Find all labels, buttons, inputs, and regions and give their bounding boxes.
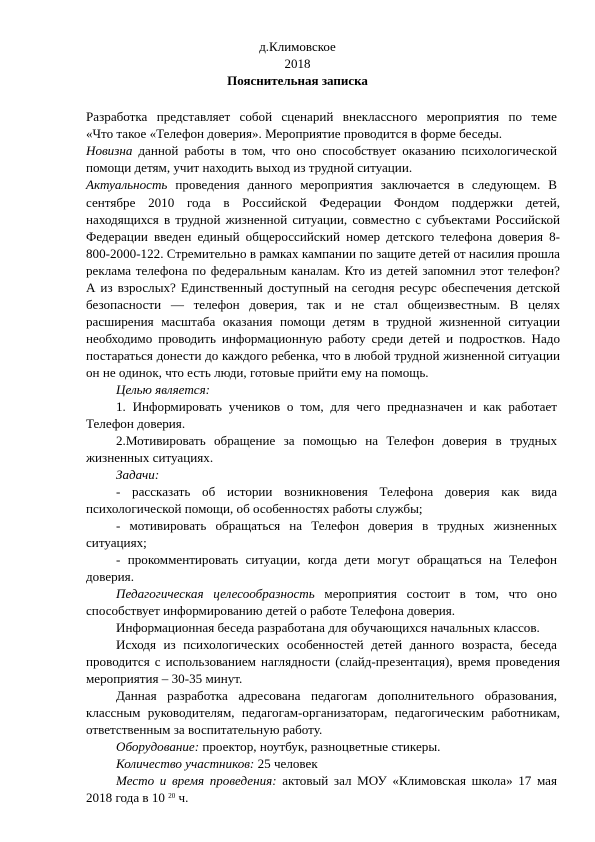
venue-label: Место и время проведения: xyxy=(116,773,277,788)
venue-date: 2018 года в 10 xyxy=(86,790,169,805)
relevance-line: сентябре 2010 года в Российской Федерации Фондом поддержки детей, xyxy=(86,195,560,210)
task-line: доверия. xyxy=(86,569,134,584)
addressees-line: Данная разработка адресована педагогам дополнительного образования, xyxy=(116,688,557,703)
novelty-line xyxy=(86,142,557,159)
place-name: д.Климовское xyxy=(259,39,336,54)
year: 2018 xyxy=(284,56,311,71)
equipment-text: проектор, ноутбук, разноцветные стикеры. xyxy=(199,739,441,754)
goal-line: жизненных ситуациях. xyxy=(86,450,214,465)
addressees-line: классным руководителям, педагогам-организаторам, педагогическим работникам, xyxy=(86,705,560,720)
pedagogic-line xyxy=(116,585,557,602)
task-line: - рассказать об истории возникновения Телефона доверия как вида xyxy=(116,484,557,499)
relevance-line: расширения масштаба оказания помощи детям в трудной жизненной ситуации xyxy=(86,314,560,329)
goal-line: 1. Информировать учеников о том, для чего предназначен и как работает xyxy=(116,399,557,414)
goal-line: 2.Мотивировать обращение за помощью на Телефон доверия в трудных xyxy=(116,433,557,448)
intro-line: Разработка представляет собой сценарий внеклассного мероприятия по теме xyxy=(86,109,557,124)
venue-text: актовый зал МОУ «Климовская школа» 17 мая xyxy=(276,773,557,788)
task-line: ситуациях; xyxy=(86,535,147,550)
venue-time-minutes: 20 xyxy=(168,792,176,800)
novelty-label: Новизна xyxy=(86,143,133,158)
intro-line: «Что такое «Телефон доверия». Мероприятие проводится в форме беседы. xyxy=(86,126,503,141)
relevance-line xyxy=(86,176,557,193)
method-line: Исходя из психологических особенностей детей данного возраста, беседа xyxy=(116,637,557,652)
novelty-text: данной работы в том, что оно способствует оказанию психологической xyxy=(132,143,557,158)
relevance-line: необходимо проводить информационную работу среди детей и подростков. Надо xyxy=(86,331,560,346)
equipment-label: Оборудование: xyxy=(116,739,200,754)
addressees-line: ответственным за воспитательную работу. xyxy=(86,722,323,737)
page-title: Пояснительная записка xyxy=(227,73,368,88)
equipment-line xyxy=(116,738,590,755)
novelty-line: помощи детям, учит находить выход из трудной ситуации. xyxy=(86,160,413,175)
relevance-line: 800-2000-122. Стремительно в рамках кампании по защите детей от насилия прошла xyxy=(86,246,560,261)
participants-label: Количество участников: xyxy=(116,756,255,771)
audience-line: Информационная беседа разработана для обучающихся начальных классов. xyxy=(116,620,540,635)
pedagogic-label: Педагогическая целесообразность xyxy=(116,586,315,601)
relevance-line: постараться донести до каждого ребенка, что в любой трудной жизненной ситуации xyxy=(86,348,560,363)
relevance-line: находящихся в трудной жизненной ситуации, совместно с субъектами Российской xyxy=(86,212,560,227)
venue-time-suffix: ч. xyxy=(175,790,189,805)
relevance-line: А из взрослых? Единственный доступный на сегодня ресурс обеспечения детской xyxy=(86,280,560,295)
task-line: психологической помощи, об особенностях работы службы; xyxy=(86,501,423,516)
relevance-line: безопасности — телефон доверия, так и не стал общеизвестным. В целях xyxy=(86,297,560,312)
participants-line xyxy=(116,755,590,772)
relevance-line: он не одинок, что есть люди, готовые прийти ему на помощь. xyxy=(86,365,429,380)
goal-line: Телефон доверия. xyxy=(86,416,186,431)
venue-line xyxy=(86,789,560,806)
participants-text: 25 человек xyxy=(254,756,318,771)
goal-heading: Целью является: xyxy=(116,382,211,397)
method-line: проводится с использованием наглядности (слайд-презентация), время проведения xyxy=(86,654,560,669)
task-line: - мотивировать обращаться на Телефон доверия в трудных жизненных xyxy=(116,518,557,533)
task-line: - прокомментировать ситуации, когда дети могут обращаться на Телефон xyxy=(116,552,557,567)
relevance-line: Федерации введен единый общероссийский номер детского телефона доверия 8- xyxy=(86,229,560,244)
pedagogic-line: способствует информированию детей о работе Телефона доверия. xyxy=(86,603,456,618)
tasks-heading: Задачи: xyxy=(116,467,160,482)
method-line: мероприятия – 30-35 минут. xyxy=(86,671,243,686)
relevance-line: реклама телефона по федеральным каналам. Кто из детей запомнил этот телефон? xyxy=(86,263,560,278)
relevance-text: проведения данного мероприятия заключается в следующем. В xyxy=(167,177,557,192)
pedagogic-text: мероприятия состоит в том, что оно xyxy=(314,586,557,601)
venue-line xyxy=(116,772,557,789)
relevance-label: Актуальность xyxy=(86,177,168,192)
